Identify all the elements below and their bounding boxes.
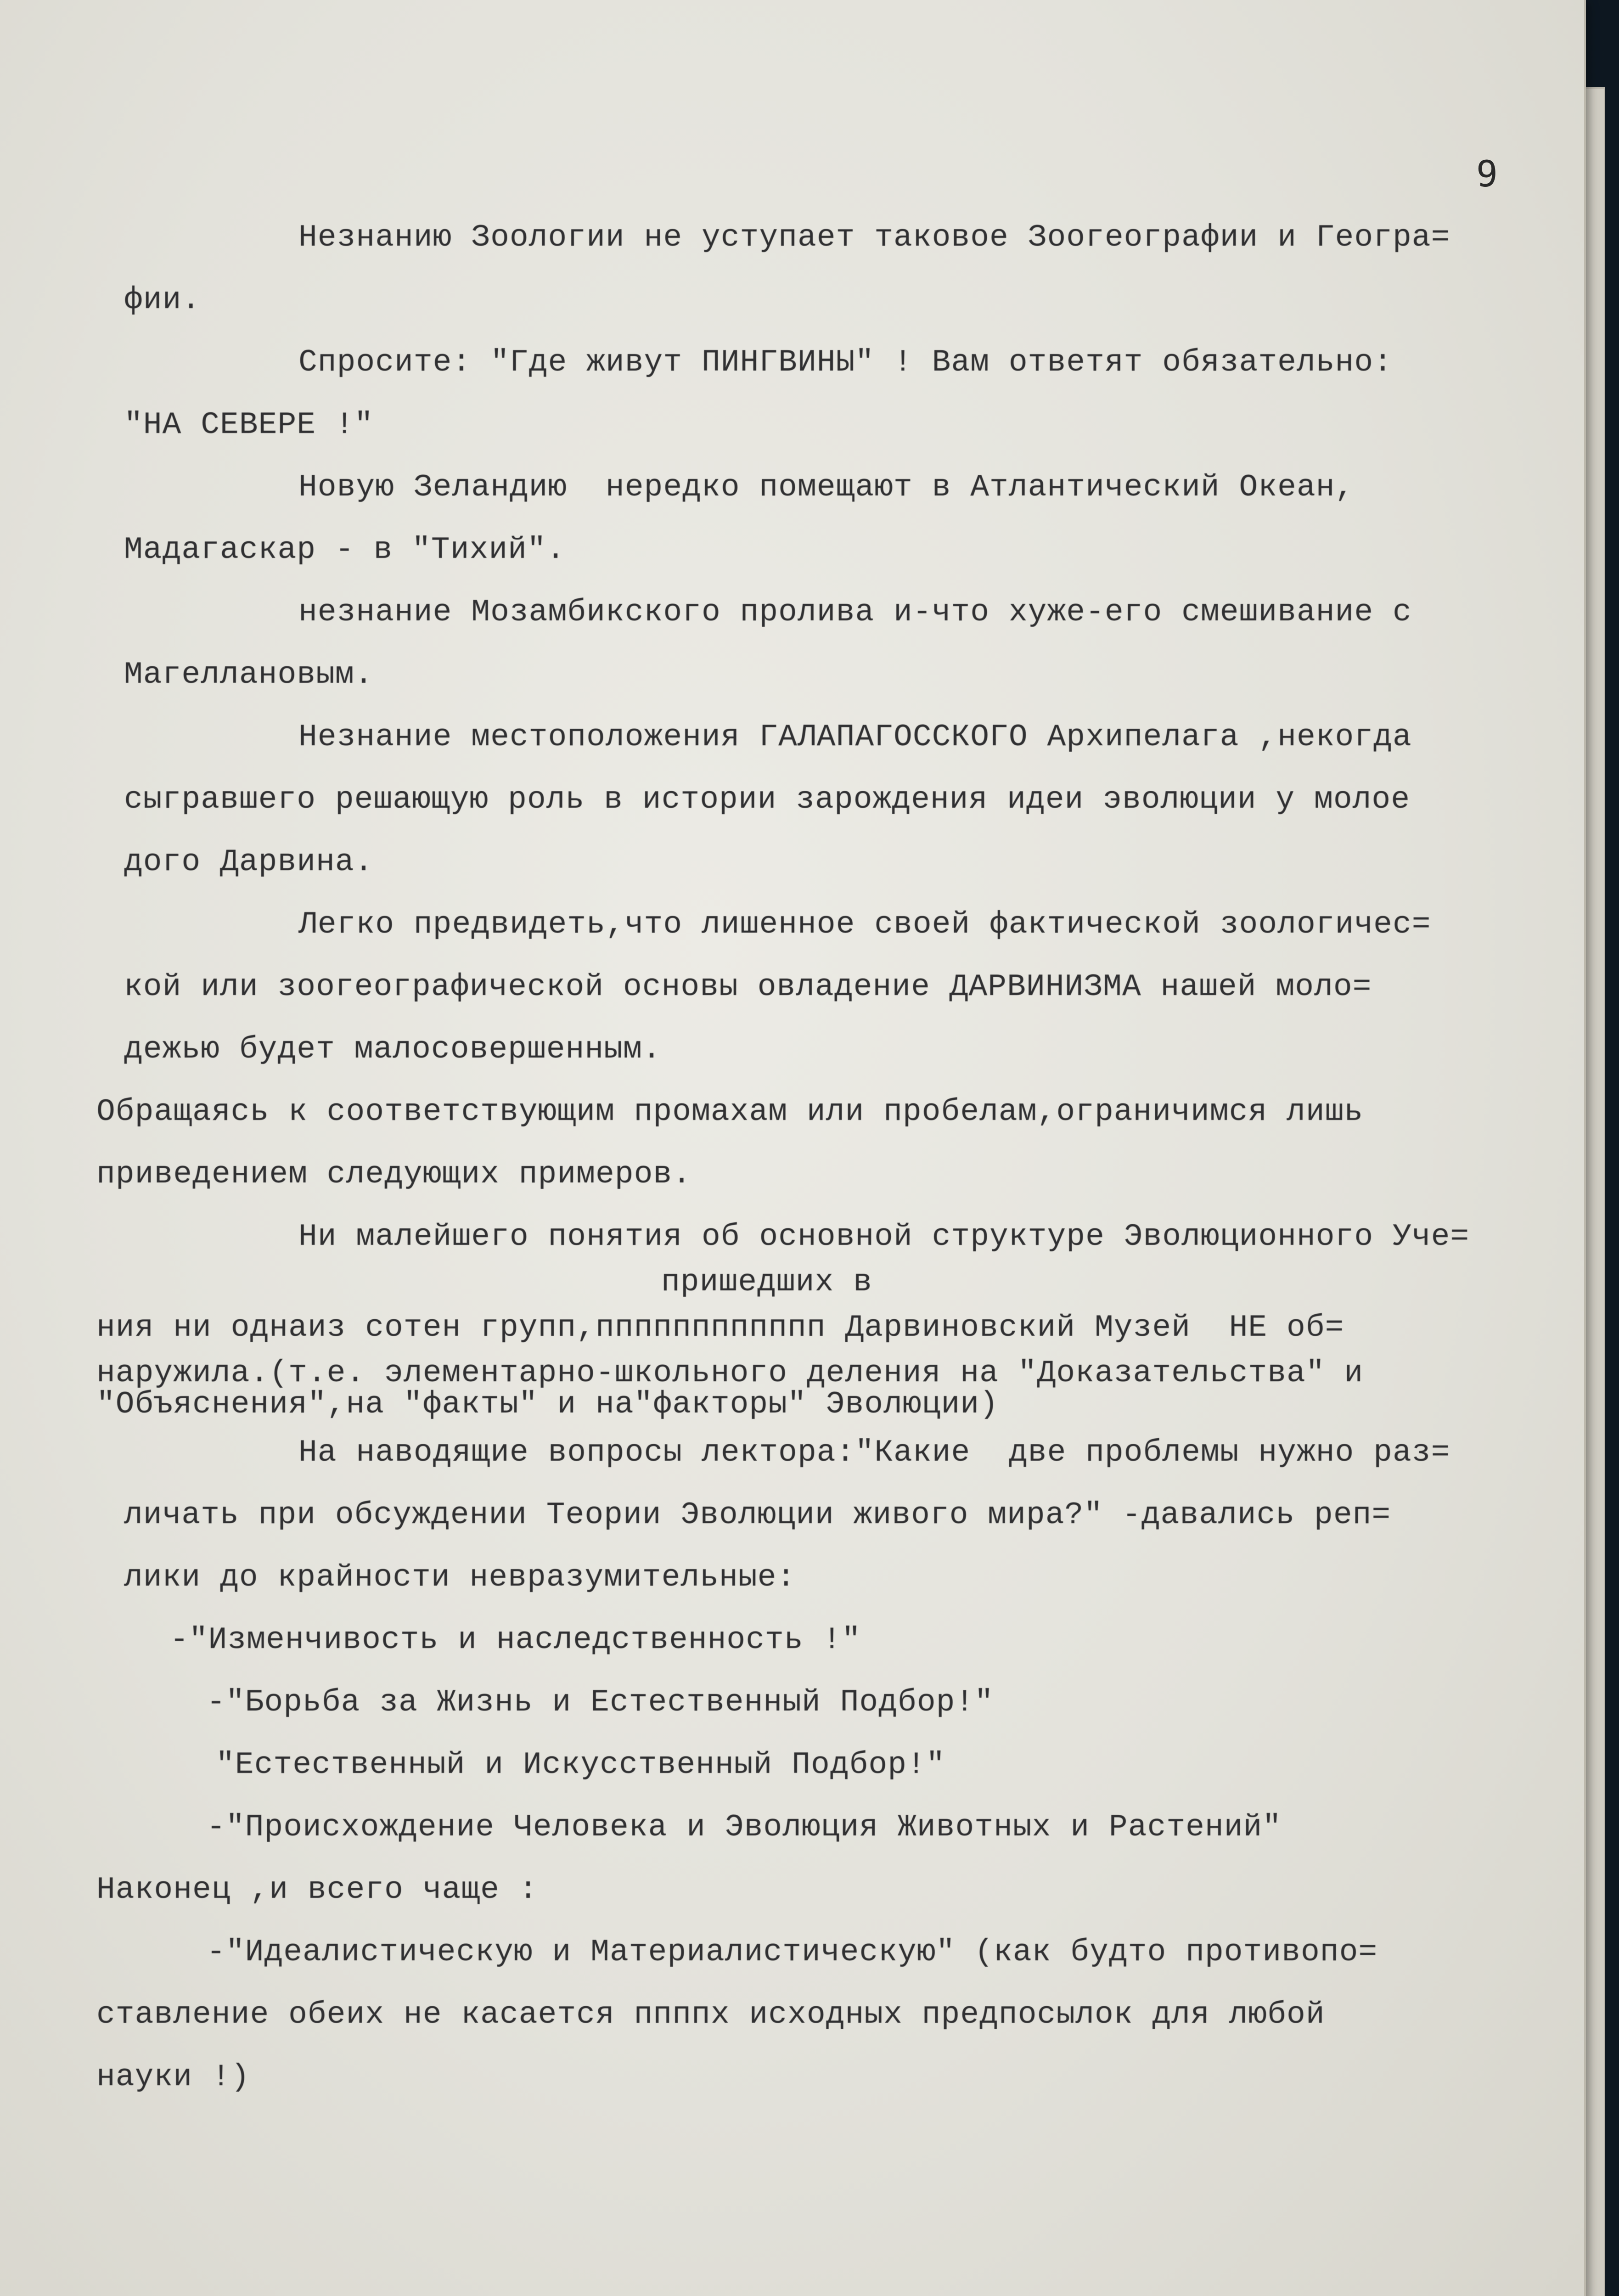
text-line: дого Дарвина. — [124, 844, 374, 880]
text-line: незнание Мозамбикского пролива и-что хуже-его смешивание с — [298, 595, 1412, 630]
text-line: Спросите: "Где живут ПИНГВИНЫ" ! Вам ответят обязательно: — [298, 345, 1393, 380]
text-line: Обращаясь к соответствующим промахам или пробелам,ограничимся лишь — [96, 1094, 1364, 1130]
text-line: ния ни однаиз сотен групп,пппппппппппп Дарвиновский Музей НЕ об= — [96, 1310, 1344, 1345]
text-line: На наводящие вопросы лектора:"Какие две проблемы нужно раз= — [298, 1435, 1450, 1470]
text-line: Легко предвидеть,что лишенное своей фактической зоологичес= — [298, 907, 1431, 942]
text-line: Незнание местоположения ГАЛАПАГОССКОГО Архипелага ,некогда — [298, 720, 1412, 755]
interlinear-insertion: пришедших в — [661, 1265, 872, 1300]
text-line: Наконец ,и всего чаще : — [96, 1872, 538, 1908]
text-line: Мадагаскар - в "Тихий". — [124, 532, 566, 568]
text-line: сыгравшего решающую роль в истории зарождения идеи эволюции у молое — [124, 782, 1411, 817]
text-line: науки !) — [96, 2060, 250, 2095]
text-line: дежью будет малосовершенным. — [124, 1032, 662, 1067]
text-line: личать при обсуждении Теории Эволюции живого мира?" -давались реп= — [124, 1497, 1391, 1533]
text-line: Магеллановым. — [124, 657, 374, 692]
text-line: "Естественный и Искусственный Подбор!" — [216, 1747, 945, 1783]
text-line: приведением следующих примеров. — [96, 1157, 692, 1192]
text-line: Незнанию Зоологии не уступает таковое Зоогеографии и Геогра= — [298, 220, 1450, 255]
text-line: наружила.(т.е. элементарно-школьного деления на "Доказательства" и — [96, 1356, 1364, 1391]
text-line: Новую Зеландию нередко помещают в Атлантический Океан, — [298, 470, 1355, 505]
text-line: "НА СЕВЕРЕ !" — [124, 407, 374, 443]
text-line: -"Борьба за Жизнь и Естественный Подбор!" — [207, 1685, 994, 1720]
text-line: лики до крайности невразумительные: — [124, 1560, 796, 1595]
page-number: 9 — [1476, 154, 1498, 195]
page-body — [96, 207, 1543, 2109]
text-line: -"Изменчивость и наследственность !" — [170, 1622, 861, 1658]
text-line: -"Происхождение Человека и Эволюция Животных и Растений" — [207, 1810, 1282, 1845]
text-line: Ни малейшего понятия об основной структуре Эволюционного Уче= — [298, 1219, 1470, 1255]
text-line: ставление обеих не касается ппппх исходных предпосылок для любой — [96, 1997, 1325, 2032]
text-line: -"Идеалистическую и Материалистическую" (как будто противопо= — [207, 1935, 1378, 1970]
text-line: "Объяснения",на "факты" и на"факторы" Эволюции) — [96, 1387, 999, 1422]
text-line: кой или зоогеографической основы овладение ДАРВИНИЗМА нашей моло= — [124, 969, 1372, 1005]
text-line: фии. — [124, 282, 201, 318]
